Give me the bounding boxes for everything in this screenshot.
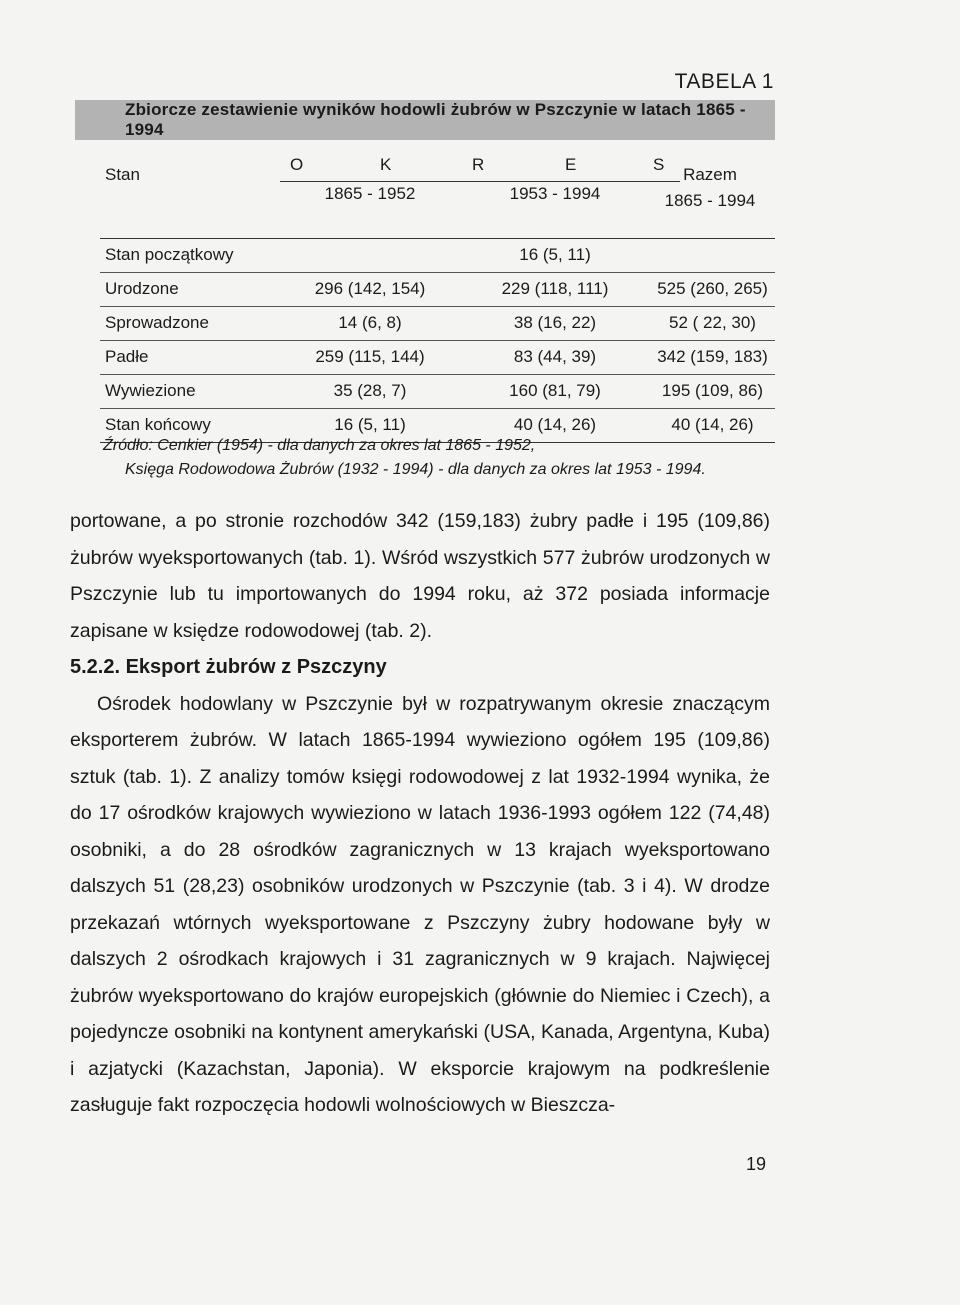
cell-period-1: 35 (28, 7) bbox=[333, 381, 407, 400]
cell-total: 525 (260, 265) bbox=[657, 279, 768, 298]
results-table bbox=[100, 150, 775, 443]
cell-total: 40 (14, 26) bbox=[671, 415, 754, 434]
cell-period-2: 83 (44, 39) bbox=[513, 347, 597, 366]
cell-period-2: 38 (16, 22) bbox=[513, 313, 597, 332]
header-razem-label: Razem bbox=[683, 165, 737, 184]
okres-letter: S bbox=[653, 155, 665, 174]
okres-letter: K bbox=[380, 155, 392, 174]
cell-period-2: 160 (81, 79) bbox=[509, 381, 601, 400]
cell-total: 195 (109, 86) bbox=[661, 381, 764, 400]
table-row bbox=[100, 341, 775, 375]
cell-period-1: 259 (115, 144) bbox=[315, 347, 425, 366]
cell-period-2: 229 (118, 111) bbox=[501, 279, 609, 298]
paragraph: Ośrodek hodowlany w Pszczynie był w rozpatrywanym okresie znaczącym eksporterem żubrów. W latach 1865-1994 wywieziono ogółem 195 (109,86) sztuk (tab. 1). Z analizy tomów księgi rodowodowej z lat 1932-1994 wynika, że do 17 ośrodków krajowych wywieziono w latach 1936-1993 ogółem 122 (74,48) osobniki, a do 28 ośrodków zagranicznych w 13 krajach wyeksportowano dalszych 51 (28,23) osobników urodzonych w Pszczynie (tab. 3 i 4). W drodze przekazań wtórnych wyeksportowane z Pszczyny żubry hodowane były w dalszych 2 ośrodkach krajowych i 31 zagranicznych w 9 krajach. Najwięcej żubrów wyeksportowano do krajów europejskich (głównie do Niemiec i Czech), a pojedyncze osobniki na kontynent amerykański (USA, Kanada, Argentyna, Kuba) i azjatycki (Kazachstan, Japonia). W eksporcie krajowym na podkreślenie zasługuje fakt rozpoczęcia hodowli wolnościowych w Bieszcza- bbox=[70, 692, 770, 1116]
okres-letter: E bbox=[565, 155, 577, 174]
header-razem bbox=[645, 162, 775, 214]
header-razem-years: 1865 - 1994 bbox=[664, 191, 756, 210]
table-label: TABELA 1 bbox=[674, 70, 774, 93]
cell-period-1: 14 (6, 8) bbox=[338, 313, 402, 332]
row-label: Wywiezione bbox=[105, 381, 196, 400]
row-label: Padłe bbox=[105, 347, 149, 366]
table-source-note bbox=[103, 434, 706, 482]
section-heading: 5.2.2. Eksport żubrów z Pszczyny bbox=[70, 656, 387, 678]
cell-period-2: 16 (5, 11) bbox=[519, 245, 591, 264]
table-title: Zbiorcze zestawienie wyników hodowli żubrów w Pszczynie w latach 1865 - 1994 bbox=[75, 100, 775, 140]
source-line-2: Księga Rodowodowa Żubrów (1932 - 1994) - dla danych za okres lat 1953 - 1994. bbox=[125, 461, 706, 478]
source-line-1: Źródło: Cenkier (1954) - dla danych za okres lat 1865 - 1952, bbox=[103, 437, 536, 454]
row-label: Urodzone bbox=[105, 279, 179, 298]
cell-period-1: 296 (142, 154) bbox=[314, 279, 426, 298]
table-row bbox=[100, 273, 775, 307]
table-header bbox=[100, 150, 775, 239]
paragraph: portowane, a po stronie rozchodów 342 (159,183) żubry padłe i 195 (109,86) żubrów wyeksportowanych (tab. 1). Wśród wszystkich 577 żubrów urodzonych w Pszczynie lub tu importowanych do 1994 roku, aż 372 posiada informacje zapisane w księdze rodowodowej (tab. 2). bbox=[70, 510, 770, 642]
header-period-1: 1865 - 1952 bbox=[324, 184, 416, 203]
body-text bbox=[70, 503, 770, 1124]
page-number: 19 bbox=[746, 1154, 767, 1174]
okres-letter: R bbox=[472, 155, 485, 174]
row-label: Stan końcowy bbox=[105, 415, 211, 434]
row-label: Sprowadzone bbox=[105, 313, 209, 332]
table-row bbox=[100, 239, 775, 273]
header-period-2: 1953 - 1994 bbox=[509, 184, 601, 203]
row-label: Stan początkowy bbox=[105, 245, 234, 264]
header-stan: Stan bbox=[105, 165, 140, 184]
okres-letter: O bbox=[290, 155, 304, 174]
table-row bbox=[100, 307, 775, 341]
cell-period-1: 16 (5, 11) bbox=[334, 415, 406, 434]
cell-total: 52 ( 22, 30) bbox=[669, 313, 756, 332]
table-row bbox=[100, 375, 775, 409]
header-okres bbox=[280, 155, 680, 182]
cell-total: 342 (159, 183) bbox=[657, 347, 768, 366]
cell-period-2: 40 (14, 26) bbox=[513, 415, 597, 434]
